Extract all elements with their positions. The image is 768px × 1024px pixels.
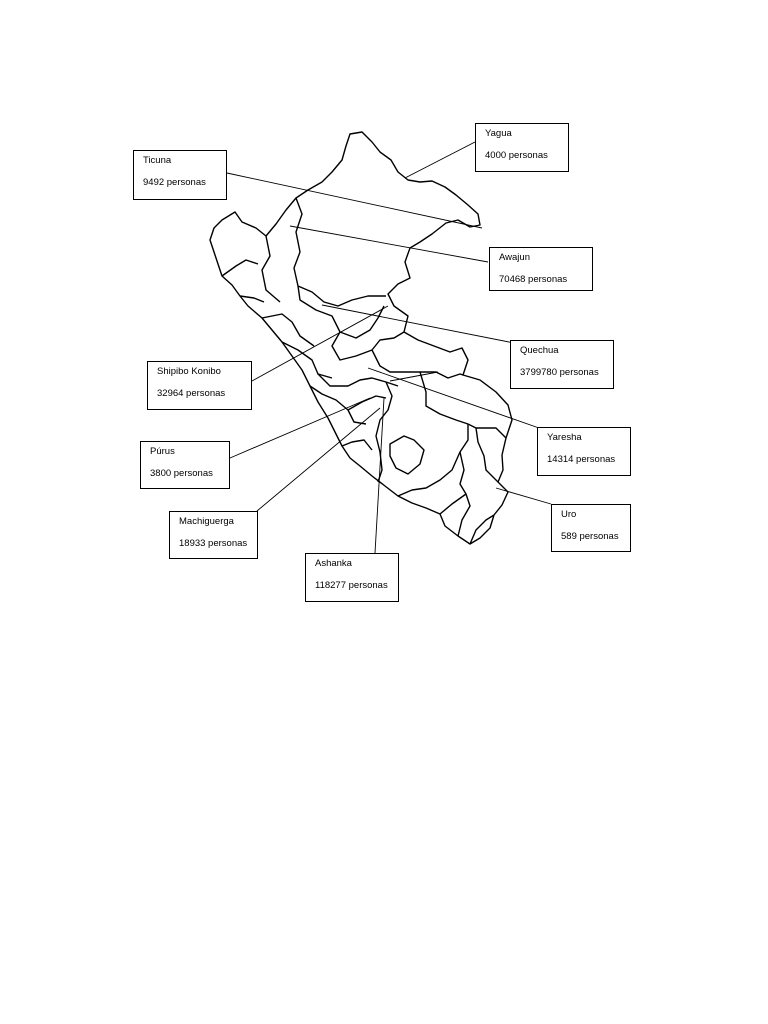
border-ica — [342, 440, 372, 450]
label-name: Quechua — [520, 345, 559, 356]
label-name: Awajun — [499, 252, 530, 263]
border-arequipa — [398, 424, 468, 496]
label-quechua — [510, 340, 614, 389]
label-count: 3799780 personas — [520, 367, 599, 378]
border-tacna — [470, 515, 494, 544]
border-madrededios — [476, 428, 498, 482]
label-yaresha — [537, 427, 631, 476]
label-ashanka — [305, 553, 399, 602]
label-name: Púrus — [150, 446, 175, 457]
border-puno — [458, 452, 470, 536]
label-count: 3800 personas — [150, 468, 213, 479]
label-shipibo-konibo — [147, 361, 252, 410]
label-count: 118277 personas — [315, 580, 388, 591]
border-apurimac — [390, 436, 424, 474]
border-loreto — [294, 198, 386, 306]
label-name: Uro — [561, 509, 577, 520]
label-name: Yaresha — [547, 432, 582, 443]
leader-yagua — [405, 142, 475, 178]
leader-machiguerga — [257, 408, 380, 511]
border-huancavelica — [348, 396, 386, 410]
label-purus — [140, 441, 230, 489]
leader-awajun — [290, 226, 488, 262]
leader-yaresha-2 — [390, 372, 438, 381]
label-name: Ashanka — [315, 558, 352, 569]
border-lalibertad — [262, 314, 314, 346]
label-count: 70468 personas — [499, 274, 568, 285]
border-amazonas — [262, 236, 280, 302]
label-name: Machiguerga — [179, 516, 234, 527]
label-name: Ticuna — [143, 155, 172, 166]
label-awajun — [489, 247, 593, 291]
leader-shipibo — [252, 306, 388, 381]
label-uro — [551, 504, 631, 552]
border-huanuco — [332, 332, 404, 360]
border-moquegua — [440, 494, 466, 514]
label-count: 9492 personas — [143, 177, 206, 188]
label-yagua — [475, 123, 569, 172]
label-count: 4000 personas — [485, 150, 548, 161]
border-cusco — [420, 372, 506, 438]
border-sanmartin — [298, 286, 384, 338]
label-count: 589 personas — [561, 531, 619, 542]
label-ticuna — [133, 150, 227, 200]
peru-outline — [210, 132, 512, 544]
border-tumbes-piura — [222, 260, 258, 276]
label-name: Shipibo Konibo — [157, 366, 221, 377]
border-pasco-junin — [318, 374, 398, 386]
label-count: 14314 personas — [547, 454, 616, 465]
label-name: Yagua — [485, 128, 512, 139]
label-count: 32964 personas — [157, 388, 226, 399]
label-machiguerga — [169, 511, 258, 559]
leader-ticuna — [227, 173, 482, 228]
leader-quechua — [322, 305, 514, 343]
label-count: 18933 personas — [179, 538, 248, 549]
